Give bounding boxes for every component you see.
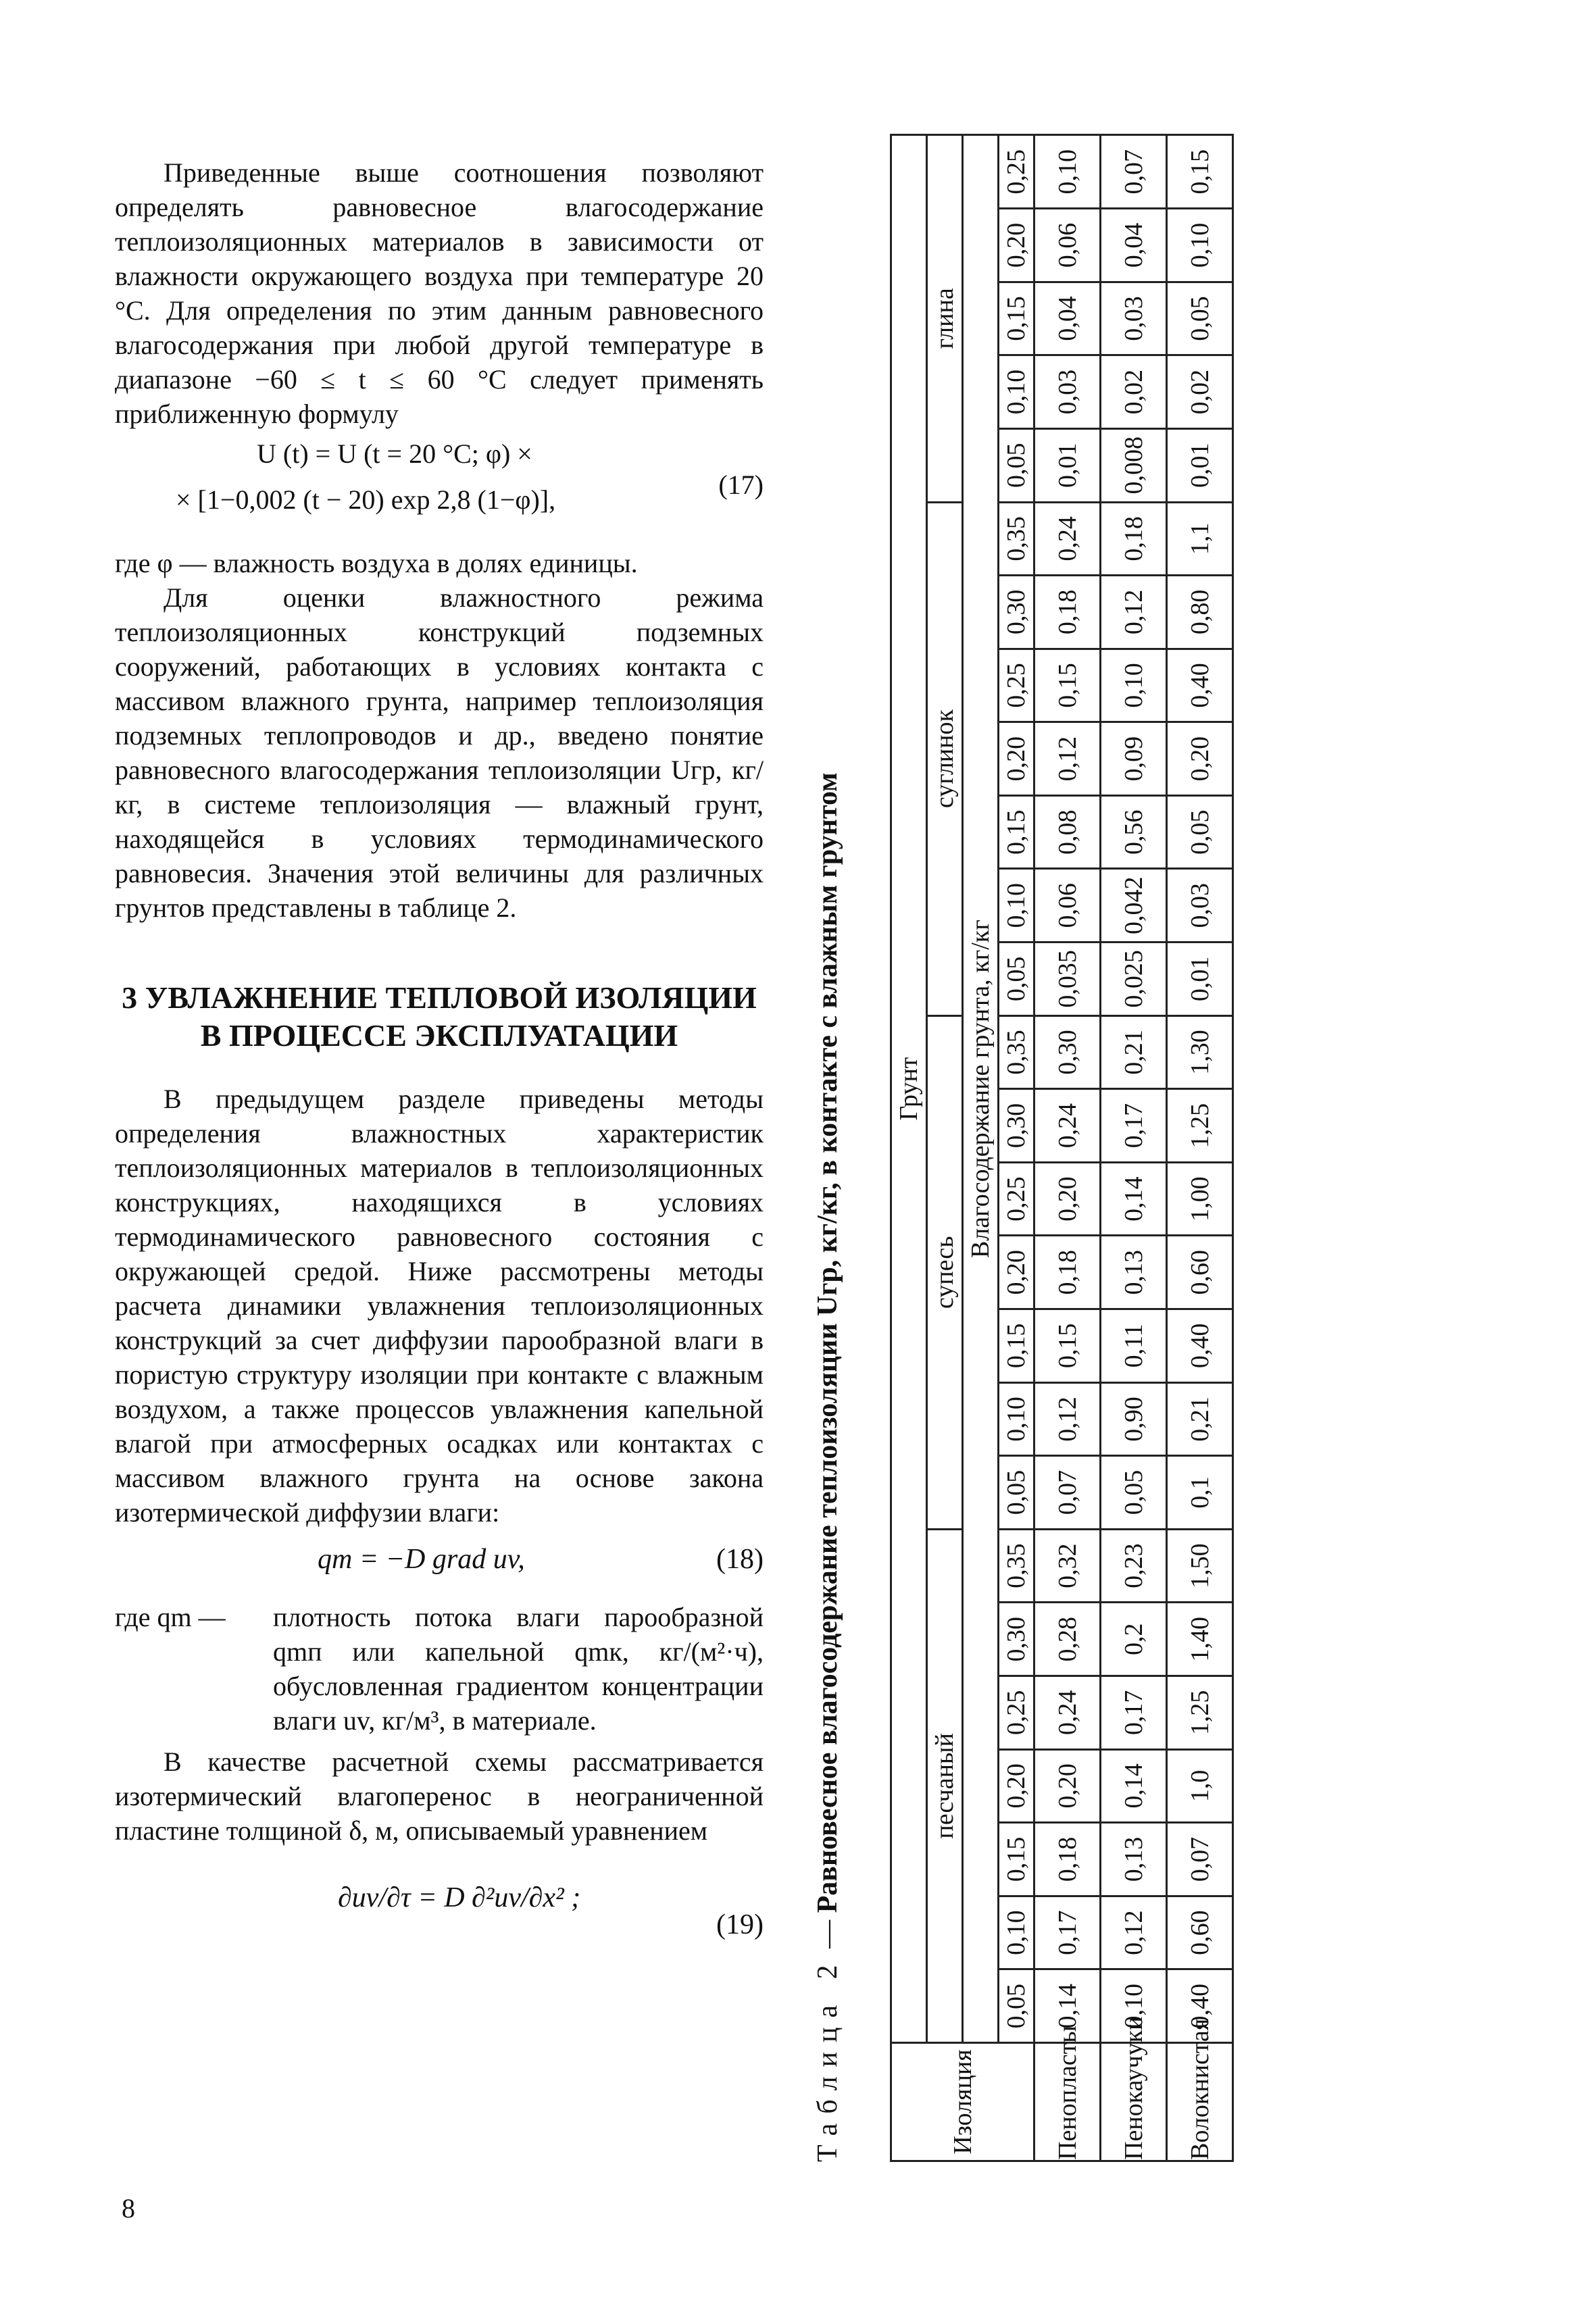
- table-cell: 0,04: [1034, 282, 1101, 355]
- table-cell: 0,23: [1101, 1529, 1167, 1603]
- moisture-value-header: 0,25: [999, 1676, 1034, 1750]
- header-soil: Грунт: [891, 135, 927, 2043]
- table-cell: 0,18: [1034, 1823, 1101, 1896]
- table-cell: 1,0: [1167, 1749, 1233, 1823]
- table-cell: 0,21: [1167, 1382, 1233, 1456]
- where-phi: где φ — влажность воздуха в долях единицы.: [115, 548, 638, 578]
- moisture-value-header: 0,35: [999, 1529, 1034, 1603]
- table-cell: 0,12: [1034, 1382, 1101, 1456]
- table-cell: 1,25: [1167, 1676, 1233, 1750]
- table-cell: 0,01: [1167, 428, 1233, 502]
- moisture-value-header: 0,35: [999, 502, 1034, 576]
- moisture-value-header: 0,20: [999, 722, 1034, 796]
- moisture-value-header: 0,10: [999, 355, 1034, 429]
- table-cell: 0,21: [1101, 1015, 1167, 1089]
- header-insulation: Изоляция: [891, 2043, 1034, 2161]
- table-cell: 0,12: [1101, 1896, 1167, 1969]
- soil-type-header: супесь: [927, 1015, 963, 1529]
- table-cell: 0,02: [1167, 355, 1233, 429]
- moisture-value-header: 0,15: [999, 1823, 1034, 1896]
- table-cell: 0,09: [1101, 722, 1167, 796]
- where-q-label: где qm —: [115, 1602, 226, 1632]
- table-cell: 0,40: [1167, 649, 1233, 722]
- where-q-text: плотность потока влаги парообразной qmп или капельной qmк, кг/(м²·ч), обусловленная градиентом концентрации влаги uv, кг/м³, в материале.: [273, 1602, 764, 1736]
- table-cell: 0,03: [1167, 869, 1233, 942]
- table-cell: 0,02: [1101, 355, 1167, 429]
- moisture-value-header: 0,30: [999, 1089, 1034, 1163]
- table-cell: 0,40: [1167, 1969, 1233, 2043]
- table-cell: 0,17: [1101, 1676, 1167, 1750]
- table-cell: 0,13: [1101, 1823, 1167, 1896]
- moisture-value-header: 0,05: [999, 428, 1034, 502]
- table-cell: 0,17: [1101, 1089, 1167, 1163]
- table-row: [1101, 135, 1167, 2161]
- table-cell: 0,06: [1034, 869, 1101, 942]
- moisture-value-header: 0,20: [999, 209, 1034, 282]
- moisture-value-header: 0,20: [999, 1236, 1034, 1309]
- soil-type-header: суглинок: [927, 502, 963, 1015]
- table-cell: 1,30: [1167, 1015, 1233, 1089]
- soil-type-header: глина: [927, 135, 963, 502]
- moisture-value-header: 0,25: [999, 649, 1034, 722]
- moisture-value-header: 0,10: [999, 1896, 1034, 1969]
- table-cell: 0,01: [1167, 942, 1233, 1016]
- row-material-name: Волокнистая: [1167, 2043, 1233, 2161]
- row-material-name: Пенокаучуки: [1101, 2043, 1167, 2161]
- header-row-moisture-values: [999, 135, 1034, 2161]
- table-cell: 0,01: [1034, 428, 1101, 502]
- table-cell: 0,60: [1167, 1896, 1233, 1969]
- moisture-table: [890, 134, 1234, 2162]
- table-cell: 1,25: [1167, 1089, 1233, 1163]
- table-cell: 0,14: [1101, 1749, 1167, 1823]
- table-cell: 0,2: [1101, 1603, 1167, 1676]
- table-cell: 0,24: [1034, 1676, 1101, 1750]
- table-cell: 0,10: [1034, 135, 1101, 209]
- header-row-soil-types: [927, 135, 963, 2161]
- table-row: [1167, 135, 1233, 2161]
- table-cell: 0,05: [1167, 795, 1233, 869]
- row-material-name: Пенопласты: [1034, 2043, 1101, 2161]
- paragraph-2: Для оценки влажностного режима теплоизоляционных конструкций подземных сооружений, работающих в условиях контакта с массивом влажного грунта, например теплоизоляция подземных теплопроводов и др., введено понятие равновесного влагосодержания теплоизоляции Uгр, кг/кг, в системе теплоизоляция — влажный грунт, находящейся в условиях термодинамического равновесия. Значения этой величины для различных грунтов представлены в таблице 2.: [115, 582, 764, 923]
- formula-17-line-2: × [1−0,002 (t − 20) exp 2,8 (1−φ)],: [176, 484, 556, 515]
- table-cell: 0,14: [1101, 1162, 1167, 1236]
- moisture-value-header: 0,05: [999, 1969, 1034, 2043]
- paragraph-3: В предыдущем разделе приведены методы определения влажностных характеристик теплоизоляционных материалов в теплоизоляционных конструкциях, находящихся в условиях термодинамического равновесного состояния с окружающей средой. Ниже рассмотрены методы расчета динамики увлажнения теплоизоляционных конструкций за счет диффузии парообразной влаги в пористую структуру изоляции при контакте с влажным воздухом, а также процессов увлажнения капельной влагой при атмосферных осадках или контактах с массивом влажного грунта на основе закона изотермической диффузии влаги:: [115, 1084, 764, 1528]
- table-cell: 0,24: [1034, 1089, 1101, 1163]
- soil-type-header: песчаный: [927, 1529, 963, 2042]
- table-cell: 0,008: [1101, 428, 1167, 502]
- table-cell: 0,07: [1101, 135, 1167, 209]
- table-cell: 0,13: [1101, 1236, 1167, 1309]
- table-cell: 0,03: [1101, 282, 1167, 355]
- rotated-table-block: [807, 135, 1510, 2162]
- table-caption: [807, 135, 875, 2162]
- moisture-value-header: 0,15: [999, 1309, 1034, 1383]
- table-cell: 0,1: [1167, 1456, 1233, 1530]
- table-cell: 0,20: [1167, 722, 1233, 796]
- moisture-value-header: 0,15: [999, 795, 1034, 869]
- table-cell: 0,05: [1167, 282, 1233, 355]
- table-cell: 0,10: [1167, 209, 1233, 282]
- moisture-value-header: 0,10: [999, 1382, 1034, 1456]
- table-cell: 0,15: [1167, 135, 1233, 209]
- table-cell: 0,12: [1101, 576, 1167, 649]
- moisture-value-header: 0,25: [999, 135, 1034, 209]
- table-cell: 0,18: [1034, 1236, 1101, 1309]
- moisture-value-header: 0,25: [999, 1162, 1034, 1236]
- table-cell: 0,10: [1101, 1969, 1167, 2043]
- formula-18-number: (18): [716, 1544, 764, 1575]
- page-number: 8: [122, 2193, 135, 2223]
- table-row: [1034, 135, 1101, 2161]
- table-caption-dash: —: [812, 1913, 843, 1956]
- moisture-value-header: 0,35: [999, 1015, 1034, 1089]
- formula-19-number: (19): [716, 1909, 764, 1940]
- table-cell: 0,14: [1034, 1969, 1101, 2043]
- table-cell: 0,025: [1101, 942, 1167, 1016]
- table-cell: 0,05: [1101, 1456, 1167, 1530]
- section-heading-line-1: 3 УВЛАЖНЕНИЕ ТЕПЛОВОЙ ИЗОЛЯЦИИ: [122, 980, 757, 1015]
- table-cell: 0,15: [1034, 649, 1101, 722]
- text-column: [115, 155, 764, 1983]
- section-heading-line-2: В ПРОЦЕССЕ ЭКСПЛУАТАЦИИ: [200, 1018, 678, 1053]
- formula-17-number: (17): [718, 470, 764, 500]
- paragraph-4: В качестве расчетной схемы рассматривается изотермический влагоперенос в неограниченной пластине толщиной δ, м, описываемый уравнением: [115, 1746, 764, 1846]
- table-cell: 0,07: [1167, 1823, 1233, 1896]
- paragraph-1: Приведенные выше соотношения позволяют определять равновесное влагосодержание теплоизоляционных материалов в зависимости от влажности окружающего воздуха при температуре 20 °С. Для определения по этим данным равновесного влагосодержания при любой другой температуре в диапазоне −60 ≤ t ≤ 60 °С следует применять приближенную формулу: [115, 157, 764, 429]
- moisture-value-header: 0,15: [999, 282, 1034, 355]
- table-cell: 0,30: [1034, 1015, 1101, 1089]
- section-heading: [115, 979, 764, 1055]
- moisture-value-header: 0,30: [999, 576, 1034, 649]
- table-cell: 0,042: [1101, 869, 1167, 942]
- formula-18-expression: qm = −D grad uv,: [318, 1544, 525, 1575]
- moisture-value-header: 0,05: [999, 942, 1034, 1016]
- header-row-3: [963, 135, 999, 2161]
- moisture-value-header: 0,30: [999, 1603, 1034, 1676]
- table-cell: 0,08: [1034, 795, 1101, 869]
- header-moisture: Влагосодержание грунта, кг/кг: [963, 135, 999, 2043]
- formula-18: [115, 1538, 764, 1592]
- table-cell: 0,40: [1167, 1309, 1233, 1383]
- table-cell: 1,40: [1167, 1603, 1233, 1676]
- table-cell: 0,60: [1167, 1236, 1233, 1309]
- table-cell: 0,18: [1101, 502, 1167, 576]
- table-cell: 0,10: [1101, 649, 1167, 722]
- table-cell: 0,90: [1101, 1382, 1167, 1456]
- table-cell: 0,12: [1034, 722, 1101, 796]
- table-cell: 0,035: [1034, 942, 1101, 1016]
- formula-17-line-1: U (t) = U (t = 20 °С; φ) ×: [257, 438, 532, 469]
- table-cell: 1,50: [1167, 1529, 1233, 1603]
- formula-17: [115, 435, 764, 536]
- table-cell: 0,20: [1034, 1749, 1101, 1823]
- table-cell: 1,00: [1167, 1162, 1233, 1236]
- table-caption-label: Таблица 2: [812, 1955, 843, 2162]
- where-q-definition: [115, 1600, 764, 1738]
- table-cell: 0,24: [1034, 502, 1101, 576]
- table-cell: 0,80: [1167, 576, 1233, 649]
- formula-19: [115, 1868, 764, 1983]
- table-cell: 0,28: [1034, 1603, 1101, 1676]
- table-caption-title: Равновесное влагосодержание теплоизоляции Uгр, кг/кг, в контакте с влажным грунтом: [812, 772, 843, 1913]
- table-cell: 0,06: [1034, 209, 1101, 282]
- table-cell: 0,17: [1034, 1896, 1101, 1969]
- table-cell: 0,18: [1034, 576, 1101, 649]
- table-cell: 0,20: [1034, 1162, 1101, 1236]
- table-cell: 0,11: [1101, 1309, 1167, 1383]
- header-row-1: [891, 135, 927, 2161]
- table-cell: 0,32: [1034, 1529, 1101, 1603]
- table-cell: 0,07: [1034, 1456, 1101, 1530]
- moisture-value-header: 0,20: [999, 1749, 1034, 1823]
- moisture-value-header: 0,10: [999, 869, 1034, 942]
- table-cell: 1,1: [1167, 502, 1233, 576]
- moisture-value-header: 0,05: [999, 1456, 1034, 1530]
- table-cell: 0,56: [1101, 795, 1167, 869]
- table-cell: 0,04: [1101, 209, 1167, 282]
- formula-19-expression: ∂uv/∂τ = D ∂²uv/∂x² ;: [338, 1882, 581, 1913]
- table-cell: 0,15: [1034, 1309, 1101, 1383]
- table-cell: 0,03: [1034, 355, 1101, 429]
